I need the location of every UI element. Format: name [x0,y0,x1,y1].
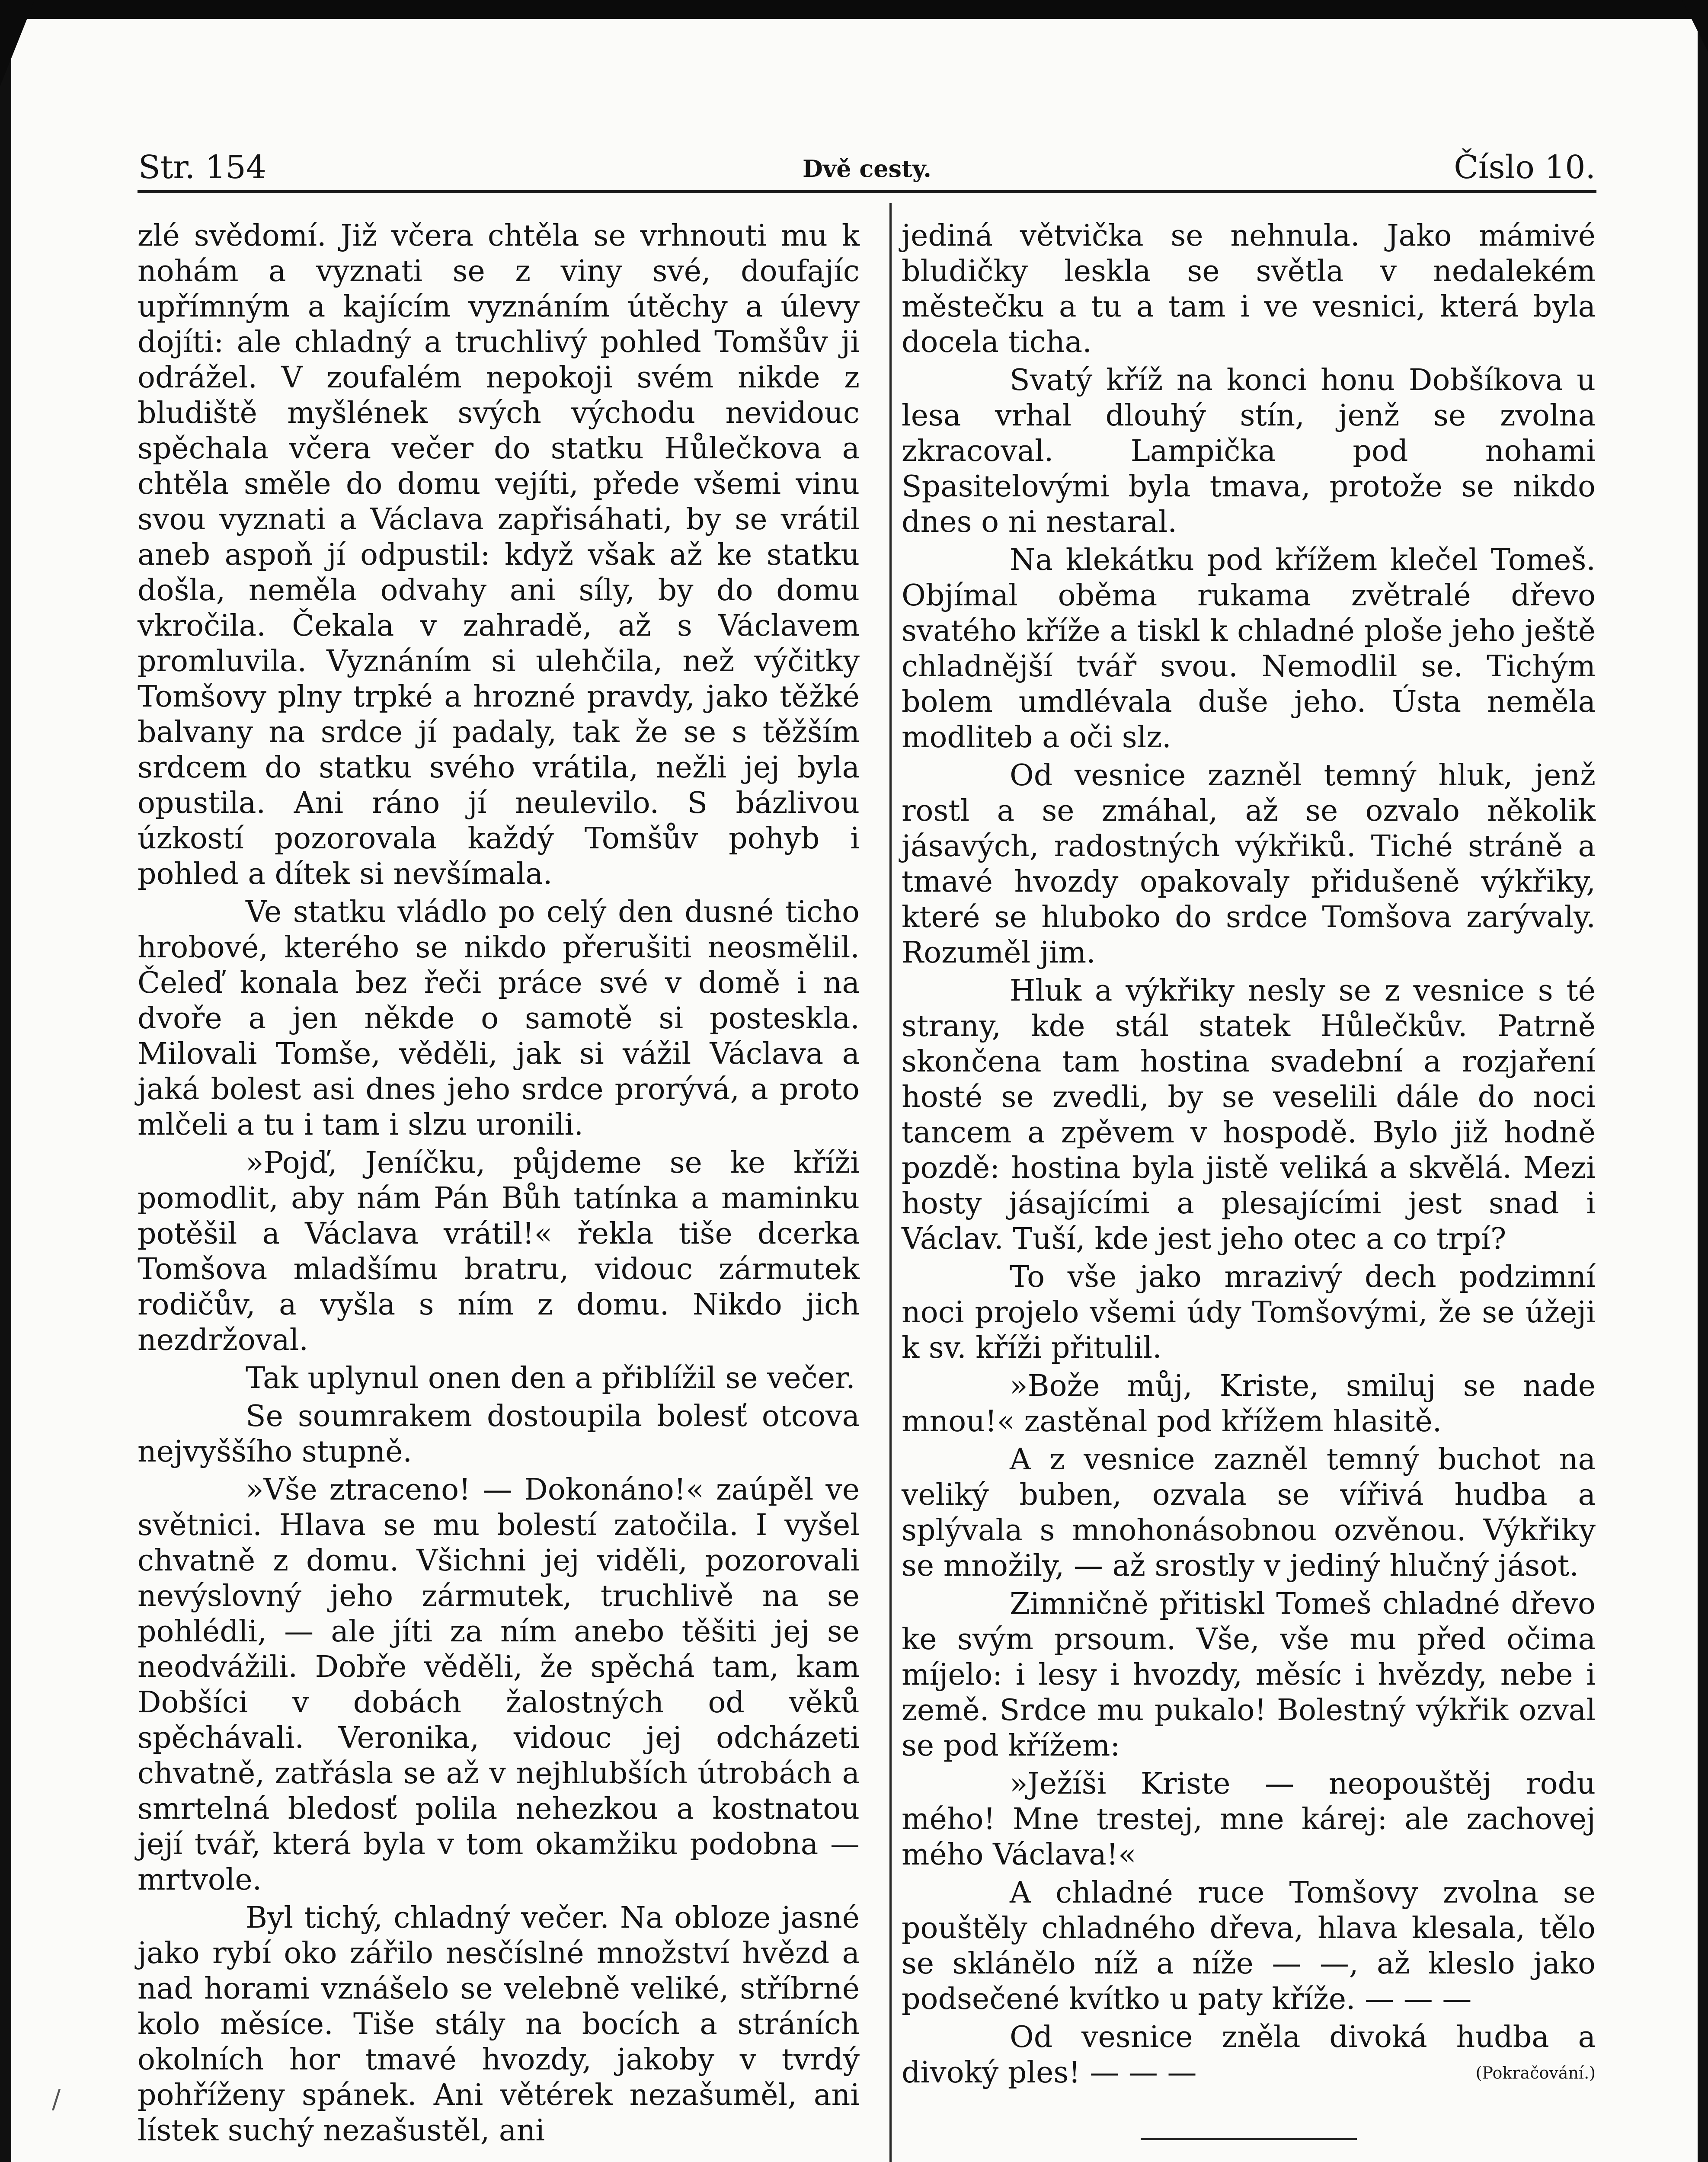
paragraph: Byl tichý, chladný večer. Na obloze jasné jako rybí oko zářilo nesčíslné množství hvězd a nad horami vznášelo se velebně veliké, stříbrné kolo měsíce. Tiše stály na bocích a stráních okolních hor tmavé hvozdy, jakoby v tvrdý pohříženy spánek. Ani větérek nezašuměl, ani lístek suchý nezašustěl, ani [138,1901,860,2148]
paragraph: A chladné ruce Tomšovy zvolna se pouštěly chladného dřeva, hlava klesala, tělo se sklánělo níž a níže — —, až kleslo jako podsečené kvítko u paty kříže. — — — [902,1876,1596,2016]
end-rule [1141,2138,1357,2140]
paragraph: »Pojď, Jeníčku, půjdeme se ke kříži pomodlit, aby nám Pán Bůh tatínka a maminku potěšil a Václava vrátil!« řekla tiše dcerka Tomšova mladšímu bratru, vidouc zármutek rodičův, a vyšla s ním z domu. Nikdo jich nezdržoval. [138,1146,860,1357]
running-title: Dvě cesty. [803,155,931,182]
paragraph: Na klekátku pod křížem klečel Tomeš. Objímal oběma rukama zvětralé dřevo svatého kříže a tiskl k chladné ploše jeho ještě chladnější tvář svou. Nemodlil se. Tichým bolem umdlévala duše jeho. Ústa neměla modliteb a oči slz. [902,543,1596,755]
scan-border-right [1698,0,1708,2162]
paragraph: »Bože můj, Kriste, smiluj se nade mnou!« zastěnal pod křížem hlasitě. [902,1369,1596,1439]
paragraph: Od vesnice zazněl temný hluk, jenž rostl a se zmáhal, až se ozvalo několik jásavých, radostných výkřiků. Tiché stráně a tmavé hvozdy opakovaly přidušeně výkřiky, které se hluboko do srdce Tomšova zarývaly. Rozuměl jim. [902,758,1596,970]
left-column [138,218,860,2149]
continuation-note: (Pokračování.) [1475,2063,1596,2082]
paragraph: Se soumrakem dostoupila bolesť otcova nejvyššího stupně. [138,1399,860,1469]
page-header [138,143,1596,190]
paragraph: Hluk a výkřiky nesly se z vesnice s té strany, kde stál statek Hůlečkův. Patrně skončena tam hostina svadební a rozjaření hosté se zvedli, by se veselili dále do noci tancem a zpěvem v hospodě. Bylo již hodně pozdě: hostina byla jistě veliká a skvělá. Mezi hosty jásajícími a plesajícími jest snad i Václav. Tuší, kde jest jeho otec a co trpí? [902,974,1596,1256]
paragraph: jediná větvička se nehnula. Jako mámivé bludičky leskla se světla v nedalekém městečku a tu a tam i ve vesnici, která byla docela ticha. [902,219,1596,359]
scan-corner-shadow-right [1682,0,1708,52]
paragraph: »Ježíši Kriste — neopouštěj rodu mého! Mne trestej, mne kárej: ale zachovej mého Václava!« [902,1767,1596,1872]
right-column [902,218,1596,2140]
scan-corner-shadow [0,0,35,86]
paragraph: Zimničně přitiskl Tomeš chladné dřevo ke svým prsoum. Vše, vše mu před očima míjelo: i lesy i hvozdy, měsíc i hvězdy, nebe i země. Srdce mu pukalo! Bolestný výkřik ozval se pod křížem: [902,1587,1596,1763]
paragraph: zlé svědomí. Již včera chtěla se vrhnouti mu k nohám a vyznati se z viny své, doufajíc upřímným a kajícím vyznáním útěchy a úlevy dojíti: ale chladný a truchlivý pohled Tomšův ji odrážel. V zoufalém nepokoji svém nikde z bludiště myšlének svých východu nevidouc spěchala včera večer do statku Hůlečkova a chtěla směle do domu vejíti, přede všemi vinu svou vyznati a Václava zapřisáhati, by se vrátil aneb aspoň jí odpustil: když však až ke statku došla, neměla odvahy ani síly, by do domu vkročila. Čekala v zahradě, až s Václavem promluvila. Vyznáním si ulehčila, než výčitky Tomšovy plny trpké a hrozné pravdy, jako těžké balvany na srdce jí padaly, tak že se s těžším srdcem do statku svého vrátila, nežli jej byla opustila. Ani ráno jí neulevilo. S bázlivou úzkostí pozorovala každý Tomšův pohyb i pohled a dítek si nevšímala. [138,219,860,891]
paragraph: A z vesnice zazněl temný buchot na veliký buben, ozvala se vířivá hudba a splývala s mnohonásobnou ozvěnou. Výkřiky se množily, — až srostly v jediný hlučný jásot. [902,1442,1596,1583]
paragraph: Od vesnice zněla divoká hudba a divoký ples! — — — [902,2020,1596,2090]
header-rule [138,190,1596,193]
column-divider [889,203,892,2162]
issue-number: Číslo 10. [1454,149,1596,186]
paragraph: Ve statku vládlo po celý den dusné ticho hrobové, kterého se nikdo přerušiti neosmělil. Čeleď konala bez řeči práce své v domě i na dvoře a jen někde o samotě si posteskla. Milovali Tomše, věděli, jak si vážil Václava a jaká bolest asi dnes jeho srdce prorývá, a proto mlčeli a tu i tam i slzu uronili. [138,895,860,1142]
scan-border-left [0,0,11,2162]
paragraph: Svatý kříž na konci honu Dobšíkova u lesa vrhal dlouhý stín, jenž se zvolna zkracoval. Lampička pod nohami Spasitelovými byla tmava, protože se nikdo dnes o ni nestaral. [902,363,1596,539]
paragraph: To vše jako mrazivý dech podzimní noci projelo všemi údy Tomšovými, že se úžeji k sv. kříži přitulil. [902,1260,1596,1365]
page-number: Str. 154 [138,149,266,186]
margin-mark: / [52,2084,61,2114]
scan-border-top [0,0,1708,19]
paragraph: »Vše ztraceno! — Dokonáno!« zaúpěl ve světnici. Hlava se mu bolestí zatočila. I vyšel chvatně z domu. Všichni jej viděli, pozorovali nevýslovný jeho zármutek, truchlivě na se pohlédli, — ale jíti za ním anebo těšiti jej se neodvážili. Dobře věděli, že spěchá tam, kam Dobšíci v dobách žalostných od věků spěchávali. Veronika, vidouc jej odcházeti chvatně, zatřásla se až v nejhlubších útrobách a smrtelná bledosť polila nehezkou a kostnatou její tvář, která byla v tom okamžiku podobna — mrtvole. [138,1473,860,1897]
paragraph: Tak uplynul onen den a přiblížil se večer. [246,1361,855,1395]
